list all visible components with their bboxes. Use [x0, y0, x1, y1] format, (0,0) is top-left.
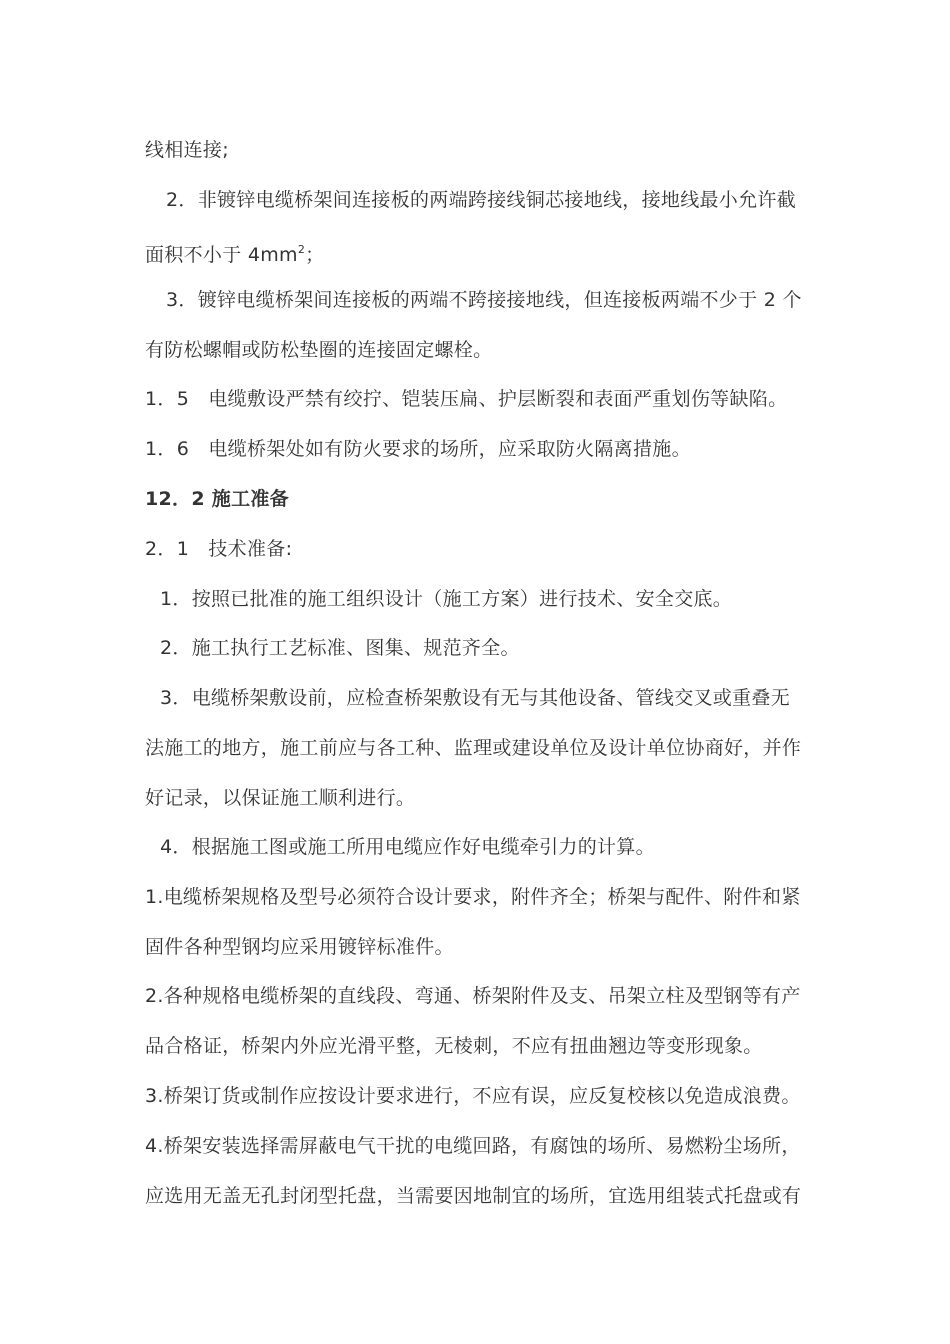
- paragraph-line: 法施工的地方，施工前应与各工种、监理或建设单位及设计单位协商好，并作: [145, 737, 802, 759]
- list-item-3: 3．电缆桥架敷设前，应检查桥架敷设有无与其他设备、管线交叉或重叠无: [160, 687, 790, 709]
- paragraph-line: 有防松螺帽或防松垫圈的连接固定螺栓。: [145, 339, 493, 361]
- text-span: ；: [305, 244, 325, 266]
- list-item-4: 4．根据施工图或施工所用电缆应作好电缆牵引力的计算。: [160, 836, 655, 858]
- paragraph-line: 好记录，以保证施工顺利进行。: [145, 787, 416, 809]
- list-item-3: 3．镀锌电缆桥架间连接板的两端不跨接接地线，但连接板两端不少于 2 个: [166, 289, 802, 311]
- clause-1-5: 1．5 电缆敷设严禁有绞拧、铠装压扁、护层断裂和表面严重划伤等缺陷。: [145, 388, 788, 410]
- paragraph-line: 应选用无盖无孔封闭型托盘，当需要因地制宜的场所，宜选用组装式托盘或有: [145, 1185, 802, 1207]
- list-item-2: 2．施工执行工艺标准、图集、规范齐全。: [160, 637, 520, 659]
- clause-1-6: 1．6 电缆桥架处如有防火要求的场所，应采取防火隔离措施。: [145, 438, 691, 460]
- superscript: 2: [297, 243, 306, 256]
- numbered-item-3: 3.桥架订货或制作应按设计要求进行，不应有误，应反复校核以免造成浪费。: [145, 1085, 801, 1107]
- clause-2-1: 2．1 技术准备:: [145, 538, 293, 560]
- numbered-item-4: 4.桥架安装选择需屏蔽电气干扰的电缆回路，有腐蚀的场所、易燃粉尘场所，: [145, 1135, 801, 1157]
- text-span: 面积不小于 4mm: [145, 244, 298, 266]
- paragraph-line: 线相连接;: [145, 139, 229, 161]
- list-item-1: 1．按照已批准的施工组织设计（施工方案）进行技术、安全交底。: [160, 588, 733, 610]
- paragraph-line: 品合格证，桥架内外应光滑平整，无棱刺，不应有扭曲翘边等变形现象。: [145, 1035, 763, 1057]
- numbered-item-2: 2.各种规格电缆桥架的直线段、弯通、桥架附件及支、吊架立柱及型钢等有产: [145, 985, 801, 1007]
- section-heading: 12．2 施工准备: [145, 488, 289, 510]
- list-item-2: 2．非镀锌电缆桥架间连接板的两端跨接线铜芯接地线，接地线最小允许截: [166, 189, 796, 211]
- paragraph-line: 固件各种型钢均应采用镀锌标准件。: [145, 936, 454, 958]
- paragraph-line: [0, 235, 950, 265]
- numbered-item-1: 1.电缆桥架规格及型号必须符合设计要求，附件齐全；桥架与配件、附件和紧: [145, 886, 801, 908]
